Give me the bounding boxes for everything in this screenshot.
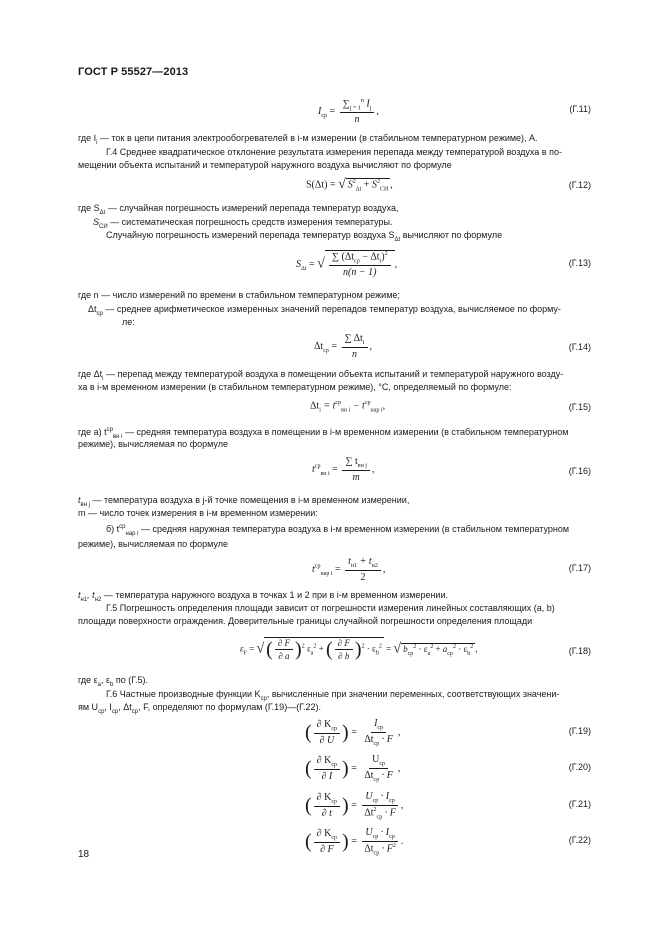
text-line: Г.5 Погрешность определения площади зависит от погрешности измерения линейных составляющих (a, b) [106, 603, 555, 613]
text-line: режиме), вычисляемая по формуле [78, 439, 228, 449]
equation-number-g20: (Г.20) [568, 762, 591, 772]
text-line: где n — число измерений по времени в стабильном температурном режиме; [78, 290, 400, 300]
text-line: где $I_i$ — ток в цепи питания электрообогревателей в i-м измерении (в стабильном температурном режиме), А. [78, 133, 538, 146]
text-line: б) $t^{ср}_{нар i}$ — средняя наружная температура воздуха в i-м временном измерении (в стабильном температурном [106, 524, 570, 537]
equation-g20: ( $\frac{\partial K_{ср}}{\partial I}$ ) = $\frac{U_{ср}}{\Delta t_{ср} \cdot F}$ , [305, 754, 401, 783]
text-line: $\Delta t_{ср}$ — среднее арифметическое измеренных значений перепадов температур воздуха, вычисляемое по форму- [88, 304, 561, 317]
equation-g18: $\varepsilon_F$ = √ ( $\frac{\partial F}{\partial a}$ )$^2$ $\varepsilon_a^2$ + ( $\frac{\partial F}{\partial b}$ )$^2 \cdot \varepsilon_b^2$ = √ $b_{ср}^2 \cdot \varepsilon_a^2 + a_{ср}^2 \cdot \varepsilon_b^2$ , [240, 638, 478, 661]
equation-number-g22: (Г.22) [568, 835, 591, 845]
equation-g21: ( $\frac{\partial K_{ср}}{\partial t}$ ) = $\frac{U_{ср} \cdot I_{ср}}{\Delta t^2_{ср} \cdot F}$ , [305, 791, 404, 821]
equation-number-g19: (Г.19) [568, 726, 591, 736]
equation-number-g15: (Г.15) [568, 402, 591, 412]
page-number: 18 [78, 849, 90, 860]
equation-g12: S(Δt) = √ $S^2_{\Delta t} + S^2_{СИ}$ , [306, 177, 393, 193]
equation-g19: ( $\frac{\partial K_{ср}}{\partial U}$ ) = $\frac{I_{ср}}{\Delta t_{ср} \cdot F}$ , [305, 718, 401, 747]
text-line: мещении объекта испытаний и температурой наружного воздуха вычисляют по формуле [78, 160, 452, 170]
equation-number-g13: (Г.13) [568, 258, 591, 268]
equation-number-g16: (Г.16) [568, 466, 591, 476]
equation-number-g18: (Г.18) [568, 646, 591, 656]
equation-g14: $\Delta t_{ср}$ = $\frac{\sum \Delta t_i}{n}$ , [314, 333, 372, 360]
text-line: площади поверхности ограждения. Доверительные границы случайной погрешности определения площади [78, 616, 533, 626]
text-line: ям $U_{ср}$, $I_{ср}$, $\Delta t_{ср}$, F, определяют по формулам (Г.19)—(Г.22). [78, 702, 321, 715]
equation-number-g21: (Г.21) [568, 799, 591, 809]
text-line: Г.4 Среднее квадратическое отклонение результата измерения перепада между температурой воздуха в по- [106, 147, 562, 157]
equation-g13: $S_{\Delta t}$ = √ $\frac{\sum (\Delta t_{ср} - \Delta t_i)^2}{n(n - 1)}$ , [296, 251, 398, 279]
text-line: Г.6 Частные производные функции $K_{ср}$, вычисленные при значении переменных, соответствующих значени- [106, 689, 560, 702]
text-line: где $S_{\Delta t}$ — случайная погрешность измерений перепада температур воздуха, [78, 203, 399, 216]
text-line: $S_{СИ}$ — систематическая погрешность средств измерения температуры. [93, 217, 393, 230]
equation-g16: $t^{ср}_{вн i}$ = $\frac{\sum t_{вн j}}{m}$ , [312, 456, 375, 483]
page-header: ГОСТ Р 55527—2013 [78, 66, 189, 78]
text-line: ле: [122, 317, 135, 327]
text-line: $t_{вн j}$ — температура воздуха в j-й точке помещения в i-м временном измерении, [78, 495, 410, 508]
text-line: $t_{н1}$, $t_{н2}$ — температура наружного воздуха в точках 1 и 2 при в i-м временном измерении. [78, 590, 448, 603]
text-line: ха в i-м временном измерении (в стабильном температурном режиме), °С, определяемый по формуле: [78, 382, 512, 392]
text-line: m — число точек измерения в i-м временном измерении: [78, 508, 318, 518]
equation-number-g12: (Г.12) [568, 180, 591, 190]
equation-number-g17: (Г.17) [568, 563, 591, 573]
equation-g22: ( $\frac{\partial K_{ср}}{\partial F}$ ) = $\frac{U_{ср} \cdot I_{ср}}{\Delta t_{ср} \cdot F^2}$ . [305, 827, 404, 857]
text-line: где а) $t^{ср}_{вн i}$ — средняя температура воздуха в помещении в i-м временном измерении (в стабильном температурном [78, 427, 569, 440]
equation-g11: $I_{ср}$ = $\frac{\sum_{j = 1}^n I_j}{n}$ , [318, 98, 379, 126]
equation-g15: $\Delta t_i = t^{ср}_{вн i} - t^{ср}_{нар i}$, [310, 400, 386, 414]
equation-number-g11: (Г.11) [569, 104, 591, 114]
equation-number-g14: (Г.14) [568, 342, 591, 352]
text-line: Случайную погрешность измерений перепада температур воздуха $S_{\Delta t}$ вычисляют по формуле [106, 230, 503, 243]
text-line: где $\varepsilon_a$, $\varepsilon_b$ по (Г.5). [78, 675, 149, 688]
text-line: режиме), вычисляемая по формуле [78, 539, 228, 549]
equation-g17: $t^{ср}_{нар i}$ = $\frac{t_{н1} + t_{н2}}{2}$ , [312, 556, 386, 583]
text-line: где $\Delta t_i$ — перепад между температурой воздуха в помещении объекта испытаний и температурой наружного возду- [78, 369, 564, 382]
